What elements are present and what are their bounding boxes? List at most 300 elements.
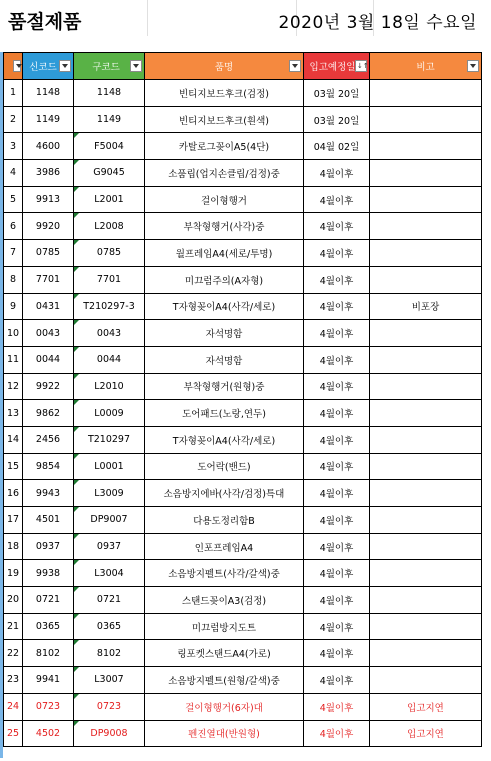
sheet-header-area (0, 0, 491, 36)
cell-arrival-date-text: 4월이후 (319, 329, 354, 341)
cell-arrival-date[interactable] (304, 160, 370, 187)
cell-old-code-text: 0365 (96, 621, 122, 633)
cell-new-code-text: 9922 (35, 380, 61, 392)
cell-old-code[interactable] (74, 373, 145, 400)
cell-product-name-text: 걸이형행거 (201, 195, 247, 207)
cell-arrival-date[interactable] (304, 693, 370, 720)
cell-note[interactable] (370, 587, 482, 614)
number-as-text-marker (74, 347, 79, 352)
cell-row-number[interactable] (4, 533, 23, 560)
cell-arrival-date[interactable] (304, 720, 370, 747)
cell-arrival-date-text: 4월이후 (319, 435, 354, 447)
cell-old-code[interactable] (74, 560, 145, 587)
number-as-text-marker (74, 213, 79, 218)
cell-new-code-text: 2456 (35, 434, 61, 446)
cell-new-code[interactable] (23, 213, 74, 240)
cell-old-code[interactable] (74, 80, 145, 107)
cell-new-code[interactable] (23, 240, 74, 267)
cell-row-number[interactable] (4, 106, 23, 133)
cell-new-code[interactable] (23, 106, 74, 133)
number-as-text-marker (74, 187, 79, 192)
cell-product-name[interactable] (145, 346, 304, 373)
cell-new-code[interactable] (23, 613, 74, 640)
cell-product-name[interactable] (145, 667, 304, 694)
cell-product-name[interactable] (145, 293, 304, 320)
number-as-text-marker (74, 614, 79, 619)
cell-row-number[interactable] (4, 693, 23, 720)
cell-product-name-text: 걸이형행거(6자)대 (185, 702, 263, 714)
cell-new-code-text: 9943 (35, 487, 61, 499)
cell-product-name[interactable] (145, 240, 304, 267)
number-as-text-marker (74, 694, 79, 699)
cell-arrival-date-text: 4월이후 (319, 168, 354, 180)
cell-note[interactable] (370, 426, 482, 453)
cell-arrival-date[interactable] (304, 373, 370, 400)
cell-arrival-date[interactable] (304, 80, 370, 107)
cell-note[interactable] (370, 240, 482, 267)
cell-product-name[interactable] (145, 80, 304, 107)
table-row (4, 533, 482, 560)
cell-row-number[interactable] (4, 640, 23, 667)
cell-product-name[interactable] (145, 640, 304, 667)
cell-arrival-date-text: 4월이후 (319, 729, 354, 741)
cell-arrival-date[interactable] (304, 533, 370, 560)
cell-old-code[interactable] (74, 320, 145, 347)
cell-row-number[interactable] (4, 426, 23, 453)
cell-arrival-date[interactable] (304, 106, 370, 133)
cell-row-number-text: 24 (6, 701, 20, 713)
cell-arrival-date-text: 4월이후 (319, 515, 354, 527)
cell-product-name[interactable] (145, 613, 304, 640)
cell-old-code-text: 0937 (96, 541, 122, 553)
cell-row-number-text: 9 (9, 300, 17, 312)
cell-new-code-text: 9941 (35, 674, 61, 686)
cell-row-number[interactable] (4, 720, 23, 747)
cell-row-number-text: 15 (6, 460, 20, 472)
cell-old-code[interactable] (74, 400, 145, 427)
cell-row-number[interactable] (4, 186, 23, 213)
cell-note[interactable] (370, 640, 482, 667)
cell-old-code-text: 0723 (96, 701, 122, 713)
cell-old-code[interactable] (74, 587, 145, 614)
cell-product-name-text: 빈티지보드후크(검정) (178, 88, 269, 100)
cell-product-name-text: 부착형행거(사각)중 (183, 222, 265, 234)
cell-row-number[interactable] (4, 213, 23, 240)
cell-product-name[interactable] (145, 480, 304, 507)
cell-arrival-date[interactable] (304, 560, 370, 587)
cell-old-code-text: 0044 (96, 354, 122, 366)
cell-product-name-text: 소품립(업지손클립/검정)중 (168, 168, 280, 180)
cell-new-code-text: 8102 (35, 647, 61, 659)
cell-new-code[interactable] (23, 667, 74, 694)
number-as-text-marker (74, 427, 79, 432)
cell-old-code[interactable] (74, 507, 145, 534)
filter-dropdown-icon[interactable] (467, 60, 479, 72)
cell-arrival-date[interactable] (304, 320, 370, 347)
cell-product-name-text: 자석명함 (205, 329, 243, 341)
number-as-text-marker (74, 267, 79, 272)
cell-old-code-text: L2010 (94, 380, 124, 392)
cell-arrival-date[interactable] (304, 453, 370, 480)
cell-note[interactable] (370, 667, 482, 694)
cell-arrival-date-text: 04월 02일 (313, 142, 360, 154)
cell-row-number[interactable] (4, 240, 23, 267)
number-as-text-marker (74, 560, 79, 565)
cell-row-number[interactable] (4, 560, 23, 587)
cell-product-name[interactable] (145, 560, 304, 587)
cell-product-name[interactable] (145, 453, 304, 480)
cell-arrival-date[interactable] (304, 587, 370, 614)
number-as-text-marker (74, 240, 79, 245)
cell-note[interactable] (370, 213, 482, 240)
cell-old-code[interactable] (74, 346, 145, 373)
cell-arrival-date-text: 4월이후 (319, 409, 354, 421)
cell-new-code-text: 0365 (35, 621, 61, 633)
cell-new-code[interactable] (23, 80, 74, 107)
cell-row-number[interactable] (4, 667, 23, 694)
cell-product-name[interactable] (145, 720, 304, 747)
cell-arrival-date[interactable] (304, 240, 370, 267)
cell-row-number[interactable] (4, 133, 23, 160)
cell-row-number-text: 5 (9, 194, 17, 206)
table-row (4, 720, 482, 747)
table-row (4, 507, 482, 534)
cell-row-number-text: 8 (9, 274, 17, 286)
cell-old-code-text: L2001 (94, 194, 124, 206)
cell-new-code-text: 9920 (35, 220, 61, 232)
cell-note[interactable] (370, 106, 482, 133)
cell-note[interactable] (370, 133, 482, 160)
cell-row-number-text: 19 (6, 567, 20, 579)
table-row (4, 346, 482, 373)
cell-old-code[interactable] (74, 613, 145, 640)
cell-product-name[interactable] (145, 507, 304, 534)
cell-product-name-text: 인포프레임A4 (194, 542, 254, 554)
cell-new-code-text: 0721 (35, 594, 61, 606)
cell-note[interactable] (370, 720, 482, 747)
cell-note[interactable] (370, 293, 482, 320)
cell-new-code[interactable] (23, 266, 74, 293)
cell-product-name[interactable] (145, 587, 304, 614)
cell-old-code[interactable] (74, 640, 145, 667)
cell-old-code-text: L2008 (94, 220, 124, 232)
table-row (4, 213, 482, 240)
cell-old-code-text: 1148 (96, 87, 122, 99)
col-header-index (4, 53, 23, 80)
cell-note[interactable] (370, 373, 482, 400)
cell-new-code-text: 9913 (35, 194, 61, 206)
cell-old-code[interactable] (74, 213, 145, 240)
number-as-text-marker (74, 374, 79, 379)
cell-old-code[interactable] (74, 240, 145, 267)
cell-product-name[interactable] (145, 400, 304, 427)
cell-new-code[interactable] (23, 346, 74, 373)
cell-arrival-date[interactable] (304, 613, 370, 640)
cell-new-code[interactable] (23, 693, 74, 720)
cell-product-name[interactable] (145, 320, 304, 347)
cell-arrival-date-text: 4월이후 (319, 355, 354, 367)
cell-row-number-text: 16 (6, 487, 20, 499)
cell-new-code[interactable] (23, 160, 74, 187)
number-as-text-marker (74, 454, 79, 459)
cell-note[interactable] (370, 613, 482, 640)
cell-note-text: 비포장 (411, 302, 440, 314)
cell-old-code[interactable] (74, 186, 145, 213)
cell-product-name-text: 펜진열대(반원형) (188, 729, 260, 741)
cell-note[interactable] (370, 400, 482, 427)
cell-row-number[interactable] (4, 373, 23, 400)
col-header-product-name: 품명 (145, 53, 304, 80)
cell-new-code[interactable] (23, 133, 74, 160)
cell-arrival-date-text: 03월 20일 (313, 88, 360, 100)
cell-product-name[interactable] (145, 426, 304, 453)
table-row (4, 453, 482, 480)
cell-product-name-text: 링포켓스탠드A4(가로) (177, 649, 271, 661)
cell-product-name-text: 다용도정리함B (193, 515, 255, 527)
cell-arrival-date[interactable] (304, 480, 370, 507)
cell-arrival-date[interactable] (304, 186, 370, 213)
cell-product-name[interactable] (145, 213, 304, 240)
cell-new-code[interactable] (23, 533, 74, 560)
cell-new-code[interactable] (23, 480, 74, 507)
number-as-text-marker (74, 587, 79, 592)
cell-new-code-text: 0785 (35, 247, 61, 259)
header-row (4, 53, 482, 80)
cell-old-code[interactable] (74, 106, 145, 133)
cell-old-code[interactable] (74, 133, 145, 160)
cell-old-code[interactable] (74, 453, 145, 480)
number-as-text-marker (74, 507, 79, 512)
cell-old-code-text: F5004 (94, 140, 124, 152)
cell-product-name-text: 카탈로그꽂이A5(4단) (178, 142, 270, 154)
cell-note[interactable] (370, 453, 482, 480)
cell-new-code[interactable] (23, 453, 74, 480)
cell-new-code[interactable] (23, 373, 74, 400)
cell-note[interactable] (370, 507, 482, 534)
cell-note[interactable] (370, 533, 482, 560)
cell-new-code[interactable] (23, 400, 74, 427)
cell-note[interactable] (370, 693, 482, 720)
cell-product-name-text: 도어패드(노랑,연두) (182, 409, 266, 421)
col-header-old-code: 구코드 (74, 53, 145, 80)
cell-old-code[interactable] (74, 533, 145, 560)
table-row (4, 613, 482, 640)
cell-note[interactable] (370, 480, 482, 507)
cell-arrival-date-text: 4월이후 (319, 622, 354, 634)
cell-old-code-text: 1149 (96, 114, 122, 126)
cell-product-name-text: 부착형행거(원형)중 (183, 382, 265, 394)
cell-row-number-text: 25 (6, 727, 20, 739)
cell-note-text: 입고지연 (407, 702, 444, 714)
filter-dropdown-icon[interactable] (13, 60, 21, 72)
sort-filter-icon[interactable] (355, 60, 367, 72)
cell-arrival-date-text: 4월이후 (319, 195, 354, 207)
number-as-text-marker (74, 480, 79, 485)
cell-new-code-text: 9938 (35, 567, 61, 579)
col-header-arrival-date: 입고예정일 ↓↑ (304, 53, 370, 80)
cell-product-name[interactable] (145, 186, 304, 213)
cell-product-name[interactable] (145, 373, 304, 400)
filter-dropdown-icon[interactable] (130, 60, 142, 72)
cell-old-code-text: 0043 (96, 327, 122, 339)
number-as-text-marker (74, 160, 79, 165)
cell-new-code-text: 0044 (35, 354, 61, 366)
cell-note[interactable] (370, 346, 482, 373)
cell-product-name-text: 빈티지보드후크(흰색) (178, 115, 269, 127)
cell-row-number-text: 13 (6, 407, 20, 419)
cell-old-code[interactable] (74, 667, 145, 694)
filter-dropdown-icon[interactable] (289, 60, 301, 72)
cell-new-code[interactable] (23, 640, 74, 667)
cell-row-number[interactable] (4, 346, 23, 373)
cell-product-name-text: T자형꽂이A4(사각/세로) (172, 302, 276, 314)
cell-note[interactable] (370, 186, 482, 213)
cell-arrival-date-text: 4월이후 (319, 675, 354, 687)
number-as-text-marker (74, 667, 79, 672)
cell-new-code-text: 0431 (35, 300, 61, 312)
cell-old-code[interactable] (74, 426, 145, 453)
cell-row-number-text: 22 (6, 647, 20, 659)
cell-new-code[interactable] (23, 560, 74, 587)
number-as-text-marker (74, 534, 79, 539)
cell-new-code[interactable] (23, 587, 74, 614)
cell-arrival-date[interactable] (304, 400, 370, 427)
cell-product-name[interactable] (145, 133, 304, 160)
cell-row-number[interactable] (4, 480, 23, 507)
cell-new-code-text: 9854 (35, 460, 61, 472)
cell-old-code[interactable] (74, 160, 145, 187)
cell-new-code[interactable] (23, 293, 74, 320)
cell-old-code[interactable] (74, 720, 145, 747)
cell-arrival-date[interactable] (304, 667, 370, 694)
cell-new-code-text: 4600 (35, 140, 61, 152)
cell-new-code-text: 3986 (35, 167, 61, 179)
cell-old-code[interactable] (74, 266, 145, 293)
cell-row-number[interactable] (4, 400, 23, 427)
cell-product-name-text: 미끄럼방지도트 (191, 622, 257, 634)
cell-new-code-text: 4501 (35, 514, 61, 526)
cell-row-number[interactable] (4, 613, 23, 640)
cell-new-code[interactable] (23, 507, 74, 534)
number-as-text-marker (74, 640, 79, 645)
cell-old-code-text: L0009 (94, 407, 124, 419)
cell-arrival-date-text: 4월이후 (319, 275, 354, 287)
cell-arrival-date-text: 4월이후 (319, 569, 354, 581)
cell-row-number-text: 4 (9, 167, 17, 179)
filter-dropdown-icon[interactable] (59, 60, 71, 72)
cell-arrival-date-text: 4월이후 (319, 462, 354, 474)
cell-old-code[interactable] (74, 293, 145, 320)
cell-new-code[interactable] (23, 720, 74, 747)
cell-row-number-text: 2 (9, 114, 17, 126)
cell-row-number[interactable] (4, 266, 23, 293)
cell-row-number[interactable] (4, 160, 23, 187)
cell-arrival-date[interactable] (304, 346, 370, 373)
cell-old-code-text: L3004 (94, 567, 124, 579)
cell-arrival-date[interactable] (304, 266, 370, 293)
cell-old-code-text: 8102 (96, 647, 122, 659)
cell-arrival-date[interactable] (304, 133, 370, 160)
cell-row-number[interactable] (4, 293, 23, 320)
cell-row-number[interactable] (4, 587, 23, 614)
cell-product-name[interactable] (145, 106, 304, 133)
cell-arrival-date[interactable] (304, 640, 370, 667)
cell-new-code-text: 1148 (35, 87, 61, 99)
cell-row-number-text: 3 (9, 140, 17, 152)
number-as-text-marker (74, 721, 79, 726)
cell-new-code-text: 0937 (35, 541, 61, 553)
cell-note[interactable] (370, 320, 482, 347)
cell-row-number[interactable] (4, 80, 23, 107)
cell-product-name-text: 스탠드꽂이A3(검정) (181, 595, 267, 607)
table-row (4, 293, 482, 320)
cell-product-name-text: 소음방지펠트(원형/갈색)중 (168, 675, 280, 687)
cell-new-code[interactable] (23, 186, 74, 213)
cell-product-name-text: 자석명함 (205, 355, 243, 367)
cell-product-name-text: T자형꽂이A4(사각/세로) (172, 435, 276, 447)
cell-arrival-date-text: 4월이후 (319, 595, 354, 607)
cell-new-code[interactable] (23, 320, 74, 347)
table-row (4, 426, 482, 453)
cell-new-code-text: 0043 (35, 327, 61, 339)
cell-old-code-text: DP9007 (90, 514, 128, 526)
cell-note[interactable] (370, 160, 482, 187)
page-title: 품절제품 (8, 11, 82, 33)
cell-note-text: 입고지연 (407, 729, 444, 741)
cell-row-number-text: 20 (6, 594, 20, 606)
cell-product-name[interactable] (145, 266, 304, 293)
table-row (4, 186, 482, 213)
cell-note[interactable] (370, 80, 482, 107)
cell-product-name-text: 도어락(밴드) (197, 462, 251, 474)
cell-old-code[interactable] (74, 693, 145, 720)
cell-product-name[interactable] (145, 160, 304, 187)
cell-arrival-date-text: 4월이후 (319, 302, 354, 314)
cell-new-code-text: 9862 (35, 407, 61, 419)
table-row (4, 320, 482, 347)
table-row (4, 400, 482, 427)
cell-product-name[interactable] (145, 693, 304, 720)
cell-row-number[interactable] (4, 507, 23, 534)
table-row (4, 640, 482, 667)
cell-old-code-text: DP9008 (90, 727, 128, 739)
cell-arrival-date[interactable] (304, 426, 370, 453)
cell-row-number[interactable] (4, 453, 23, 480)
cell-arrival-date-text: 03월 20일 (313, 115, 360, 127)
number-as-text-marker (74, 133, 79, 138)
number-as-text-marker (74, 400, 79, 405)
table-row (4, 373, 482, 400)
cell-product-name-text: 소음방지펠트(사각/갈색)중 (168, 569, 280, 581)
table-row (4, 693, 482, 720)
cell-note[interactable] (370, 560, 482, 587)
cell-row-number-text: 14 (6, 434, 20, 446)
cell-row-number-text: 11 (6, 354, 20, 366)
cell-new-code-text: 1149 (35, 114, 61, 126)
cell-arrival-date[interactable] (304, 293, 370, 320)
cell-arrival-date[interactable] (304, 507, 370, 534)
cell-arrival-date-text: 4월이후 (319, 222, 354, 234)
table-row (4, 560, 482, 587)
cell-old-code[interactable] (74, 480, 145, 507)
table-row (4, 266, 482, 293)
cell-new-code[interactable] (23, 426, 74, 453)
cell-product-name[interactable] (145, 533, 304, 560)
cell-note[interactable] (370, 266, 482, 293)
cell-row-number-text: 1 (9, 87, 17, 99)
cell-arrival-date[interactable] (304, 213, 370, 240)
cell-row-number[interactable] (4, 320, 23, 347)
